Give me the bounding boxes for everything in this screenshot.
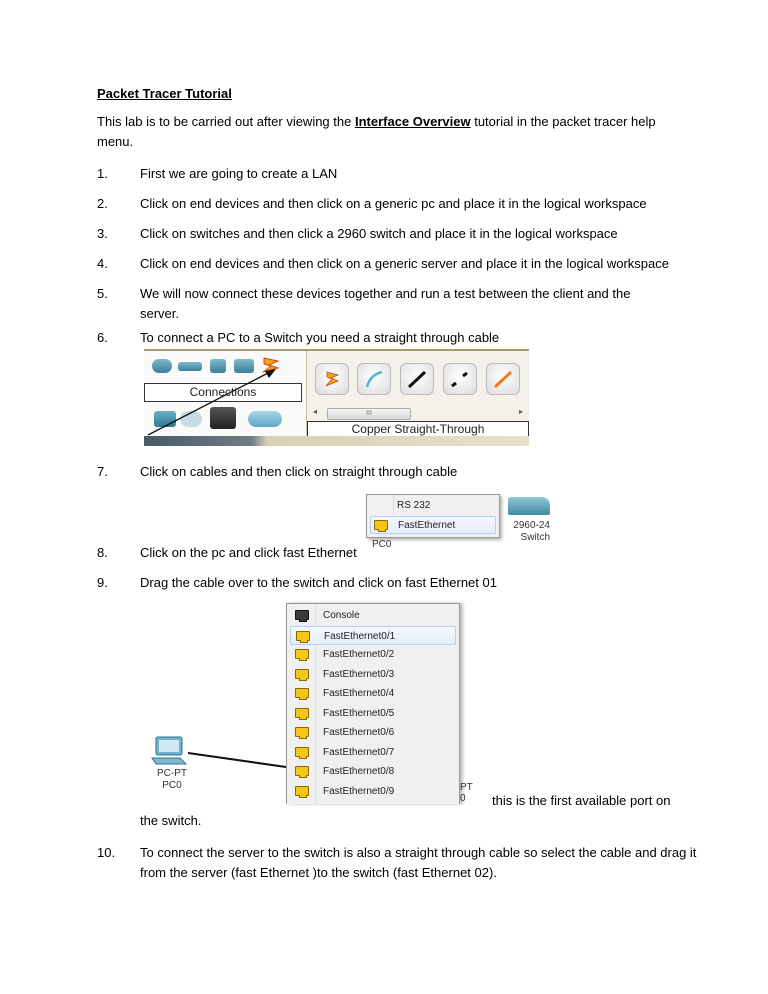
scroll-thumb[interactable]: III bbox=[327, 408, 411, 420]
step-number: 4. bbox=[97, 256, 108, 271]
step-number: 3. bbox=[97, 226, 108, 241]
port-label: FastEthernet0/6 bbox=[323, 727, 395, 738]
port-item-fa0-9[interactable] bbox=[290, 782, 456, 801]
partial-label-type: PT bbox=[460, 782, 473, 793]
scroll-left-icon[interactable]: ◂ bbox=[313, 407, 318, 416]
step-number: 7. bbox=[97, 464, 108, 479]
ethernet-port-icon bbox=[295, 669, 309, 679]
port-item-fa0-7[interactable] bbox=[290, 743, 456, 762]
ethernet-port-icon bbox=[295, 708, 309, 718]
cable-scrollbar[interactable] bbox=[311, 407, 525, 419]
console-cable-button[interactable] bbox=[357, 363, 391, 395]
interface-context-menu bbox=[366, 494, 500, 538]
ethernet-port-icon bbox=[374, 520, 388, 530]
copper-cross-over-button[interactable] bbox=[443, 363, 477, 395]
switch-label-type: Switch bbox=[520, 532, 550, 543]
ethernet-port-icon bbox=[296, 631, 310, 641]
port-label: FastEthernet0/1 bbox=[324, 631, 396, 642]
step-number: 10. bbox=[97, 845, 116, 860]
menu-item-rs232[interactable] bbox=[370, 497, 496, 515]
copper-straight-through-button[interactable] bbox=[400, 363, 434, 395]
device-category-pane bbox=[144, 351, 307, 436]
partial-device-label bbox=[460, 782, 473, 804]
partial-label-name: 0 bbox=[460, 793, 466, 804]
cable-link-line bbox=[188, 750, 288, 770]
intro-text: This lab is to be carried out after viewing the bbox=[97, 114, 355, 129]
step-number: 1. bbox=[97, 166, 108, 181]
port-label: FastEthernet0/8 bbox=[323, 766, 395, 777]
port-item-console[interactable] bbox=[290, 606, 456, 625]
port-label: FastEthernet0/5 bbox=[323, 708, 395, 719]
intro-text-end: tutorial in the packet tracer help menu. bbox=[97, 114, 656, 149]
switch-2960-icon[interactable] bbox=[508, 497, 550, 515]
pc-device-icon[interactable] bbox=[150, 736, 190, 768]
port-item-fa0-5[interactable] bbox=[290, 704, 456, 723]
step-number: 9. bbox=[97, 575, 108, 590]
step-9-continuation: this is the first available port on bbox=[492, 793, 671, 808]
panel-bottom-bar bbox=[144, 436, 529, 446]
pc0-device-label: PC0 bbox=[372, 539, 392, 550]
cable-type-label: Copper Straight-Through bbox=[307, 421, 529, 438]
port-label: Console bbox=[323, 610, 360, 621]
switch-label-model: 2960-24 bbox=[513, 520, 550, 531]
port-item-fa0-1[interactable] bbox=[290, 626, 456, 645]
ethernet-port-icon bbox=[295, 688, 309, 698]
step-text: Click on end devices and then click on a generic server and place it in the logical workspace bbox=[140, 256, 669, 271]
port-item-fa0-4[interactable] bbox=[290, 684, 456, 703]
pointer-arrow-icon bbox=[144, 351, 306, 436]
port-item-fa0-6[interactable] bbox=[290, 723, 456, 742]
step-number: 6. bbox=[97, 330, 108, 345]
category-label: Connections bbox=[144, 383, 302, 402]
fiber-cable-button[interactable] bbox=[486, 363, 520, 395]
menu-item-fastethernet[interactable] bbox=[370, 516, 496, 534]
document-title: Packet Tracer Tutorial bbox=[97, 86, 232, 101]
port-item-fa0-8[interactable] bbox=[290, 762, 456, 781]
intro-link-interface-overview: Interface Overview bbox=[354, 114, 471, 129]
ethernet-port-icon bbox=[295, 747, 309, 757]
intro-paragraph bbox=[97, 112, 677, 152]
step-text: Click on the pc and click fast Ethernet bbox=[140, 545, 357, 560]
port-label: FastEthernet0/3 bbox=[323, 669, 395, 680]
step-text: Click on switches and then click a 2960 switch and place it in the logical workspace bbox=[140, 226, 618, 241]
port-label: FastEthernet0/2 bbox=[323, 649, 395, 660]
switch-device-label bbox=[504, 520, 550, 544]
console-port-icon bbox=[295, 610, 309, 620]
ethernet-port-icon bbox=[295, 766, 309, 776]
pc-label-name: PC0 bbox=[162, 780, 182, 791]
port-label: FastEthernet0/7 bbox=[323, 747, 395, 758]
ethernet-port-icon bbox=[295, 727, 309, 737]
step-text: To connect a PC to a Switch you need a straight through cable bbox=[140, 330, 500, 345]
port-label: FastEthernet0/4 bbox=[323, 688, 395, 699]
menu-item-label: RS 232 bbox=[397, 500, 431, 511]
pc-device-label bbox=[154, 768, 190, 792]
port-item-fa0-3[interactable] bbox=[290, 665, 456, 684]
step-text: Click on cables and then click on straight through cable bbox=[140, 464, 458, 479]
scroll-right-icon[interactable]: ▸ bbox=[518, 407, 523, 416]
step-number: 2. bbox=[97, 196, 108, 211]
step-text: To connect the server to the switch is also a straight through cable so select the cable and drag it from the server (fast Ethernet )to the switch (fast Ethernet 02). bbox=[140, 845, 697, 880]
step-text: Click on end devices and then click on a generic pc and place it in the logical workspace bbox=[140, 196, 647, 211]
menu-item-label: FastEthernet bbox=[398, 520, 456, 531]
pc-label-type: PC-PT bbox=[157, 768, 187, 779]
automatic-cable-button[interactable] bbox=[315, 363, 349, 395]
switch-port-menu bbox=[286, 603, 460, 804]
cable-type-pane bbox=[307, 351, 529, 436]
connections-panel-image bbox=[144, 349, 529, 446]
port-label: FastEthernet0/9 bbox=[323, 786, 395, 797]
step-number: 5. bbox=[97, 286, 108, 301]
ethernet-port-icon bbox=[295, 786, 309, 796]
step-number: 8. bbox=[97, 545, 108, 560]
port-item-fa0-2[interactable] bbox=[290, 645, 456, 664]
step-text: Drag the cable over to the switch and click on fast Ethernet 01 bbox=[140, 575, 497, 590]
step-text: We will now connect these devices together and run a test between the client and the server. bbox=[140, 286, 631, 321]
ethernet-port-icon bbox=[295, 649, 309, 659]
step-9-continuation-2: the switch. bbox=[140, 813, 202, 828]
step-text: First we are going to create a LAN bbox=[140, 166, 338, 181]
